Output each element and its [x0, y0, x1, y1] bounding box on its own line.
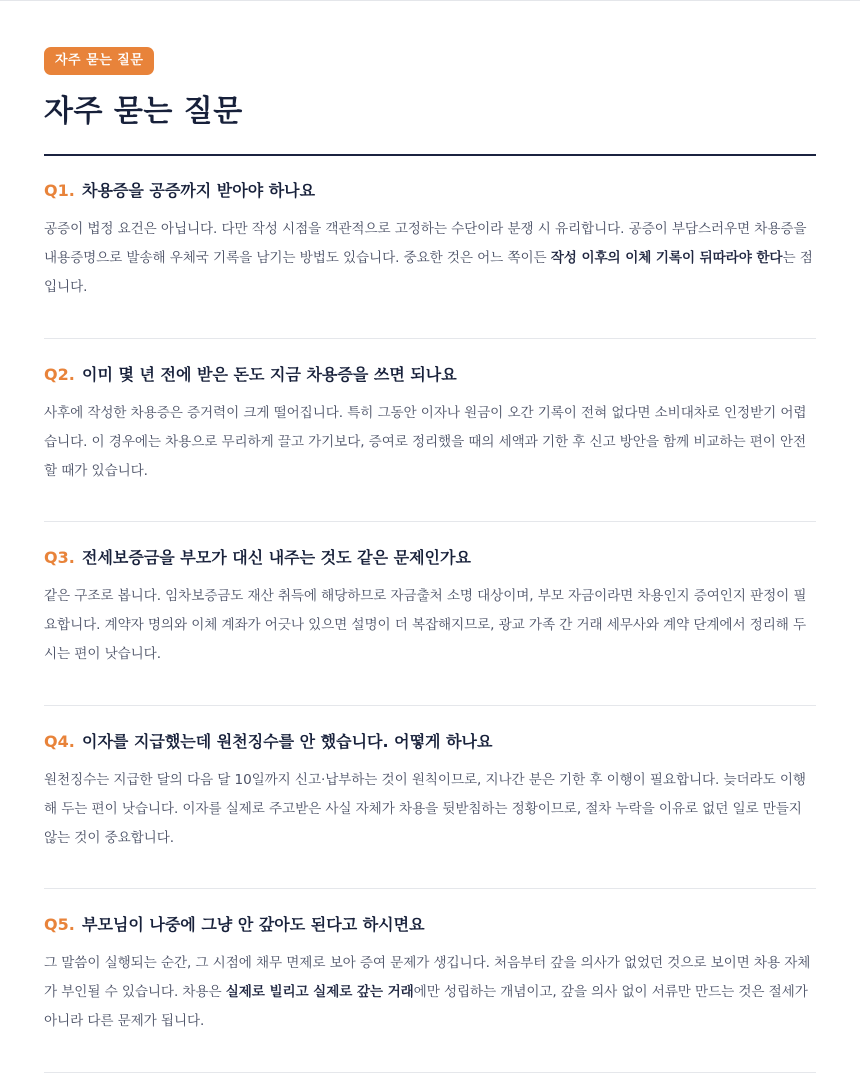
page-title: 자주 묻는 질문	[44, 94, 243, 129]
faq-list	[44, 156, 816, 1073]
answer-segment: 에만 성립하는 개념이고, 갚을 의사 없이 서류만 만드는 것은 절세가 아니라 다른 문제가 됩니다.	[44, 984, 808, 1030]
answer-text	[44, 766, 816, 853]
answer-segment: 원천징수는 지급한 달의 다음 달 10일까지 신고·납부하는 것이 원칙이므로, 지나간 분은 기한 후 이행이 필요합니다. 늦더라도 이행해 두는 편이 낫습니다. 이자를 실제로 주고받은 사실 자체가 차용을 뒷받침하는 정황이므로, 절차 누락을 이유로 없던 일로 만들지 않는 것이 중요합니다.	[44, 771, 806, 846]
question-text: 이자를 지급했는데 원천징수를 안 했습니다. 어떻게 하나요	[82, 731, 493, 751]
faq-question-row	[44, 730, 816, 754]
question-text: 전세보증금을 부모가 대신 내주는 것도 같은 문제인가요	[82, 548, 471, 568]
answer-text	[44, 949, 816, 1036]
faq-item	[44, 156, 816, 339]
answer-segment: 사후에 작성한 차용증은 증거력이 크게 떨어집니다. 특히 그동안 이자나 원금이 오간 기록이 전혀 없다면 소비대차로 인정받기 어렵습니다. 이 경우에는 차용으로 무리하게 끌고 가기보다, 증여로 정리했을 때의 세액과 기한 후 신고 방안을 함께 비교하는 편이 안전할 때가 있습니다.	[44, 404, 807, 479]
faq-question-row	[44, 179, 816, 203]
answer-text	[44, 399, 816, 486]
answer-segment: 는 점입니다.	[44, 250, 813, 295]
question-text: 차용증을 공증까지 받아야 하나요	[82, 181, 316, 200]
faq-item	[44, 889, 816, 1073]
faq-item	[44, 706, 816, 890]
faq-question-row	[44, 363, 816, 387]
question-text: 이미 몇 년 전에 받은 돈도 지금 차용증을 쓰면 되나요	[82, 364, 457, 384]
question-number: Q2.	[44, 364, 75, 384]
question-number: Q3.	[44, 548, 75, 568]
answer-text	[44, 582, 816, 669]
faq-question-row	[44, 913, 816, 937]
answer-segment: 공증이 법정 요건은 아닙니다. 다만 작성 시점을 객관적으로 고정하는 수단이라 분쟁 시 유리합니다. 공증이 부담스러우면 차용증을 내용증명으로 발송해 우체국 기록을 남기는 방법도 있습니다. 중요한 것은 어느 쪽이든	[44, 221, 807, 266]
faq-item	[44, 522, 816, 706]
question-number: Q4.	[44, 731, 75, 751]
question-text: 부모님이 나중에 그냥 안 갚아도 된다고 하시면요	[82, 915, 425, 935]
faq-item	[44, 339, 816, 523]
answer-emphasis: 실제로 빌리고 실제로 갚는 거래	[225, 984, 414, 1001]
question-number: Q5.	[44, 915, 75, 935]
section-badge: 자주 묻는 질문	[44, 47, 154, 75]
answer-text	[44, 215, 816, 302]
answer-segment: 같은 구조로 봅니다. 임차보증금도 재산 취득에 해당하므로 자금출처 소명 대상이며, 부모 자금이라면 차용인지 증여인지 판정이 필요합니다. 계약자 명의와 이체 계좌가 어긋나 있으면 설명이 더 복잡해지므로, 광교 가족 간 거래 세무사와 계약 단계에서 정리해 두시는 편이 낫습니다.	[44, 588, 807, 663]
faq-section	[0, 1, 860, 1073]
answer-segment: 그 말씀이 실행되는 순간, 그 시점에 채무 면제로 보아 증여 문제가 생깁니다. 처음부터 갚을 의사가 없었던 것으로 보이면 차용 자체가 부인될 수 있습니다. 차용은	[44, 955, 811, 1001]
answer-emphasis: 작성 이후의 이체 기록이 뒤따라야 한다	[550, 250, 783, 266]
faq-question-row	[44, 546, 816, 570]
question-number: Q1.	[44, 181, 75, 200]
